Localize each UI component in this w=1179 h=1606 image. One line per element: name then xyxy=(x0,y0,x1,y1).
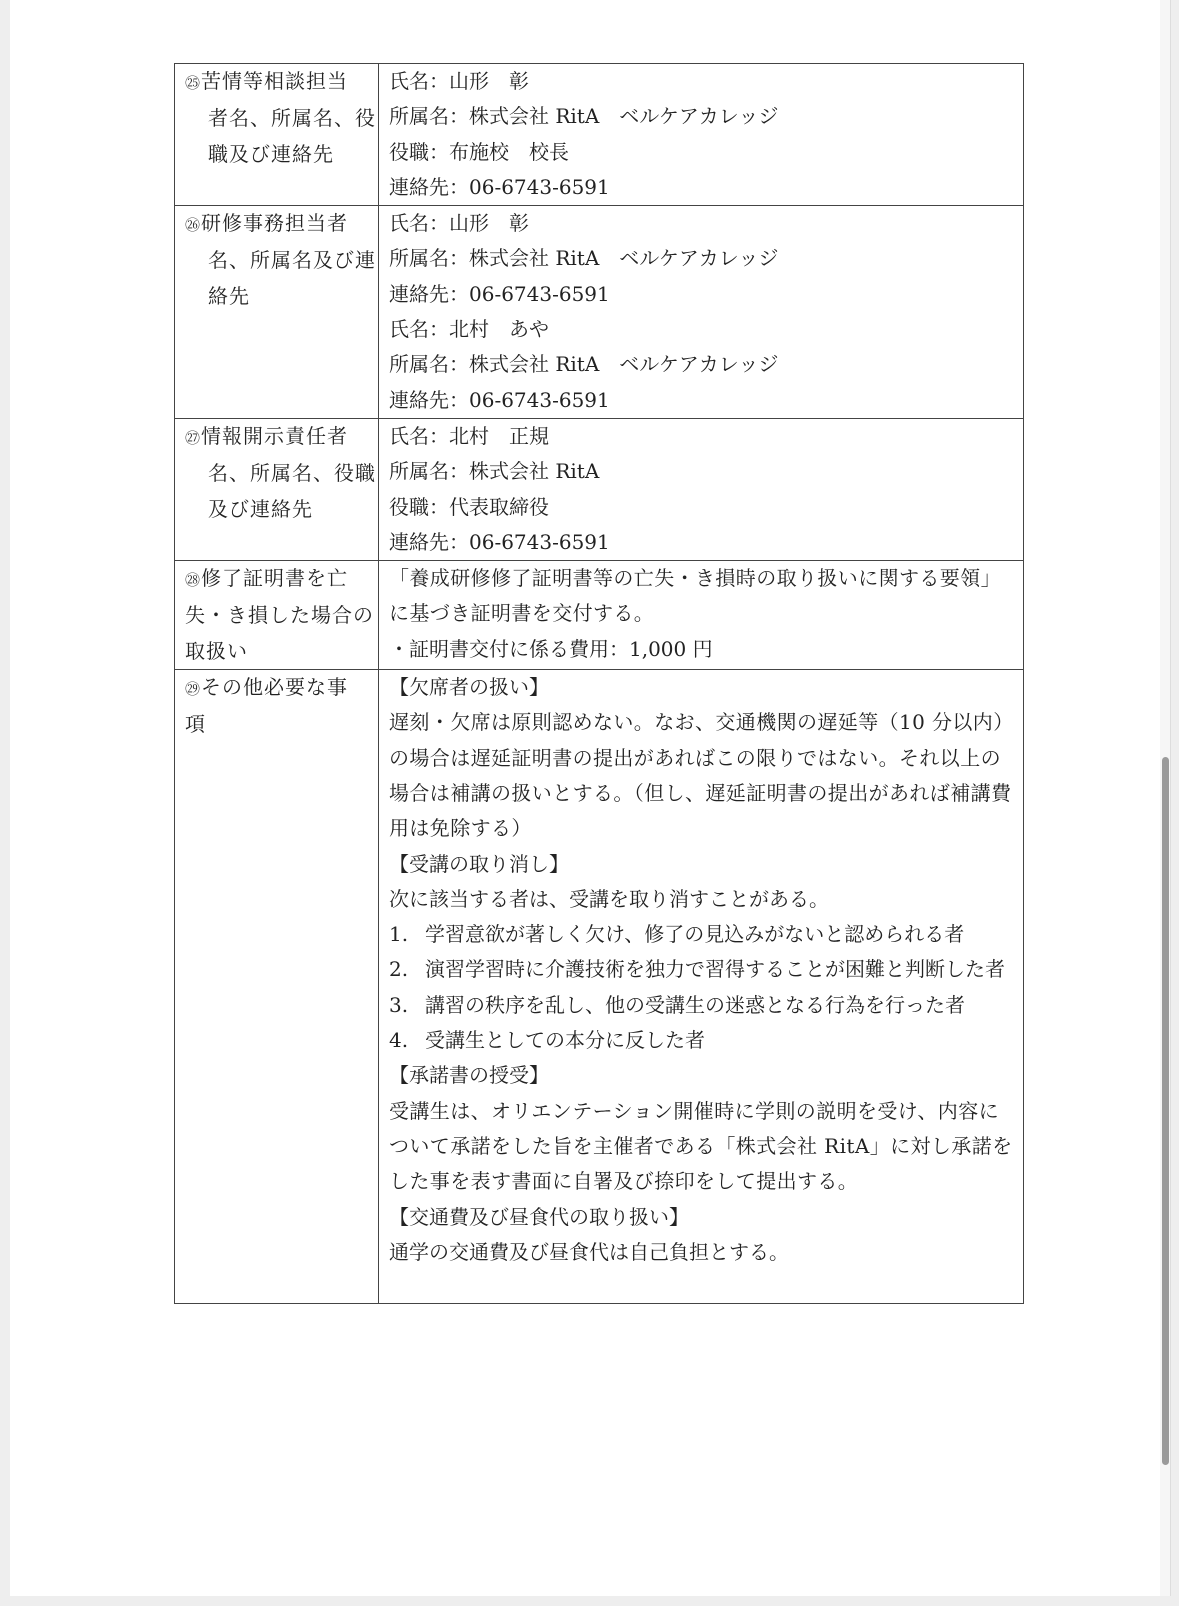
list-item: 4. 受講生としての本分に反した者 xyxy=(389,1028,705,1053)
list-item: 3. 講習の秩序を乱し、他の受講生の迷惑となる行為を行った者 xyxy=(389,992,965,1017)
table-row xyxy=(175,670,1024,1304)
list-item: 1. 学習意欲が著しく欠け、修了の見込みがないと認められる者 xyxy=(389,922,965,947)
row-content xyxy=(379,670,1024,1304)
document-page xyxy=(10,0,1171,1596)
paragraph: 次に該当する者は、受講を取り消すことがある。 xyxy=(389,886,829,911)
table-row xyxy=(175,206,1024,419)
paragraph: 受講生は、オリエンテーション開催時に学則の説明を受け、内容について承諾をした旨を主催者である「株式会社 RitA」に対し承諾をした事を表す書面に自署及び捺印をして提出する。 xyxy=(389,1098,1013,1194)
info-table xyxy=(174,63,1024,1304)
table-row xyxy=(175,418,1024,560)
section-heading: 【受講の取り消し】 xyxy=(389,851,569,876)
section-heading: 【交通費及び昼食代の取り扱い】 xyxy=(389,1204,689,1229)
row-content: 氏名：北村 正規 所属名：株式会社 RitA 役職：代表取締役 連絡先：06-6743-6591 xyxy=(379,418,1024,560)
row-label: ㉙その他必要な事 項 xyxy=(175,670,379,1304)
section-heading: 【欠席者の扱い】 xyxy=(389,675,549,700)
section-heading: 【承諾書の授受】 xyxy=(389,1063,549,1088)
paragraph: 通学の交通費及び昼食代は自己負担とする。 xyxy=(389,1239,789,1264)
row-content: 氏名：山形 彰 所属名：株式会社 RitA ベルケアカレッジ 連絡先：06-6743-6591 氏名：北村 あや 所属名：株式会社 RitA ベルケアカレッジ 連絡先：06-6743-6591 xyxy=(379,206,1024,419)
row-content: 氏名：山形 彰 所属名：株式会社 RitA ベルケアカレッジ 役職：布施校 校長 連絡先：06-6743-6591 xyxy=(379,64,1024,206)
row-label: ㉘修了証明書を亡 失・き損した場合の 取扱い xyxy=(175,561,379,670)
row-label: ㉖研修事務担当者 名、所属名及び連 絡先 xyxy=(175,206,379,419)
list-item: 2. 演習学習時に介護技術を独力で習得することが困難と判断した者 xyxy=(389,957,1005,982)
row-label: ㉕苦情等相談担当 者名、所属名、役 職及び連絡先 xyxy=(175,64,379,206)
scrollbar-thumb[interactable] xyxy=(1162,757,1169,1465)
table-row xyxy=(175,561,1024,670)
row-label: ㉗情報開示責任者 名、所属名、役職 及び連絡先 xyxy=(175,418,379,560)
row-content: 「養成研修修了証明書等の亡失・き損時の取り扱いに関する要領」に基づき証明書を交付する。 ・証明書交付に係る費用：1,000 円 xyxy=(379,561,1024,670)
table-row xyxy=(175,64,1024,206)
paragraph: 遅刻・欠席は原則認めない。なお、交通機関の遅延等（10 分以内）の場合は遅延証明書の提出があればこの限りではない。それ以上の場合は補講の扱いとする。（但し、遅延証明書の提出があれば補講費用は免除する） xyxy=(389,710,1012,841)
